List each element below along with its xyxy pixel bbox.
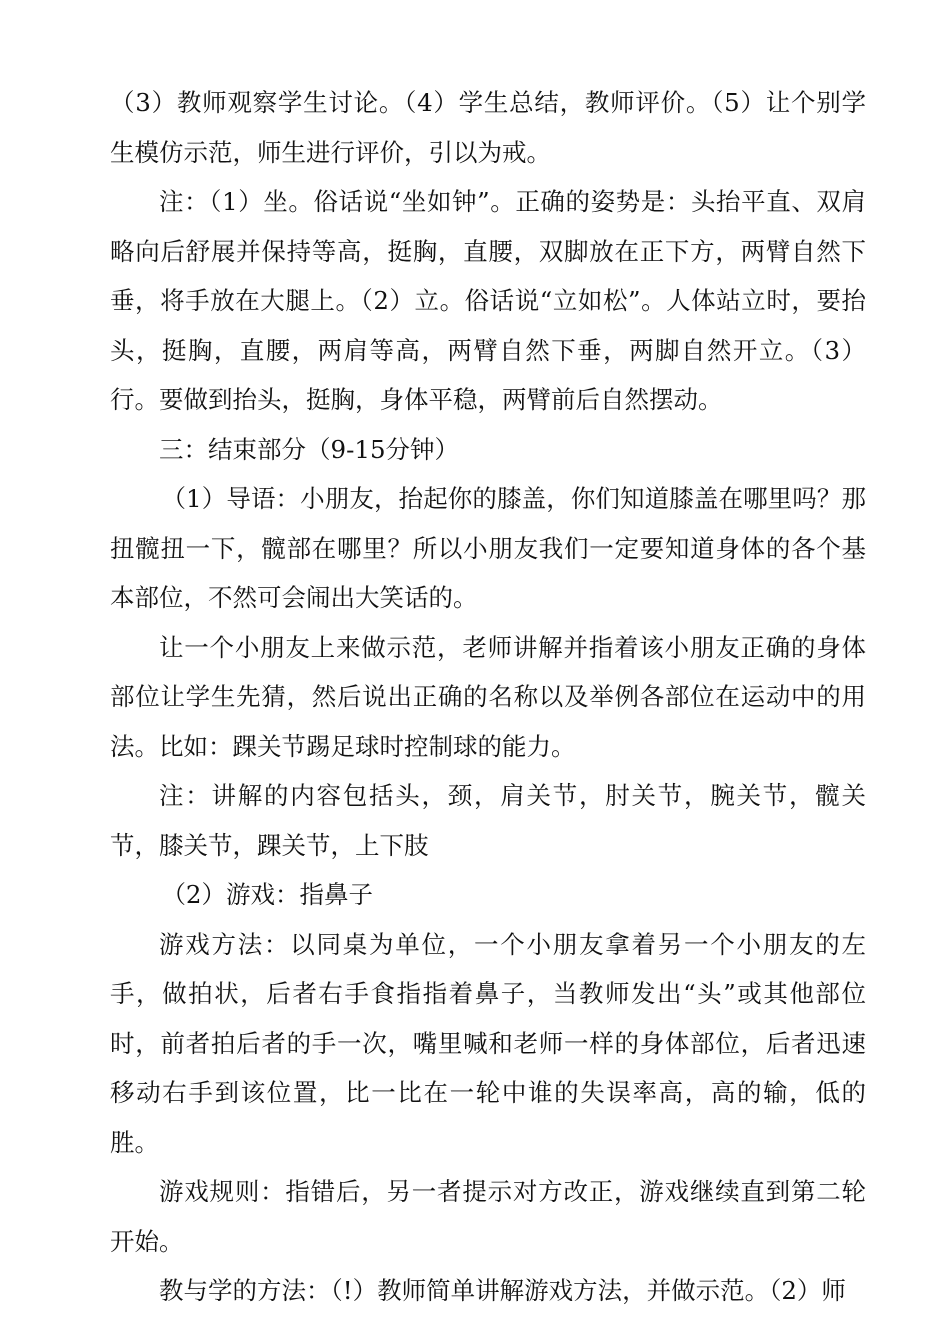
paragraph-posture-note: 注：（1）坐。俗话说“坐如钟”。正确的姿势是：头抬平直、双肩略向后舒展并保持等高，挺胸，直腰，双脚放在正下方，两臂自然下垂，将手放在大腿上。（2）立。俗话说“立如松”。人体站立时，要抬头，挺胸，直腰，两肩等高，两臂自然下垂，两脚自然开立。（3）行。要做到抬头，挺胸，身体平稳，两臂前后自然摆动。 (110, 187, 866, 414)
paragraph-teaching-steps: （3）教师观察学生讨论。（4）学生总结，教师评价。（5）让个别学生模仿示范，师生进行评价，引以为戒。 (110, 88, 866, 167)
paragraph-body-parts-note: 注：讲解的内容包括头，颈，肩关节，肘关节，腕关节，髋关节，膝关节，踝关节，上下肢 (110, 781, 866, 860)
document-page (110, 78, 866, 1316)
section-heading-ending: 三：结束部分（9-15分钟） (159, 434, 460, 464)
game-heading: （2）游戏：指鼻子 (161, 880, 374, 909)
paragraph-teaching-method: 教与学的方法：（!）教师简单讲解游戏方法，并做示范。（2）师 (159, 1276, 846, 1305)
paragraph-intro-knee: （1）导语：小朋友，抬起你的膝盖，你们知道膝盖在哪里吗？那扭髋扭一下，髋部在哪里？所以小朋友我们一定要知道身体的各个基本部位，不然可会闹出大笑话的。 (110, 484, 866, 612)
paragraph-demonstration: 让一个小朋友上来做示范，老师讲解并指着该小朋友正确的身体部位让学生先猜，然后说出正确的名称以及举例各部位在运动中的用法。比如：踝关节踢足球时控制球的能力。 (110, 632, 866, 761)
paragraph-game-rules: 游戏规则：指错后，另一者提示对方改正，游戏继续直到第二轮开始。 (110, 1177, 866, 1256)
paragraph-game-method: 游戏方法：以同桌为单位，一个小朋友拿着另一个小朋友的左手，做拍状，后者右手食指指着鼻子，当教师发出“头”或其他部位时，前者拍后者的手一次，嘴里喊和老师一样的身体部位，后者迅速移动右手到该位置，比一比在一轮中谁的失误率高，高的输，低的胜。 (110, 929, 866, 1157)
